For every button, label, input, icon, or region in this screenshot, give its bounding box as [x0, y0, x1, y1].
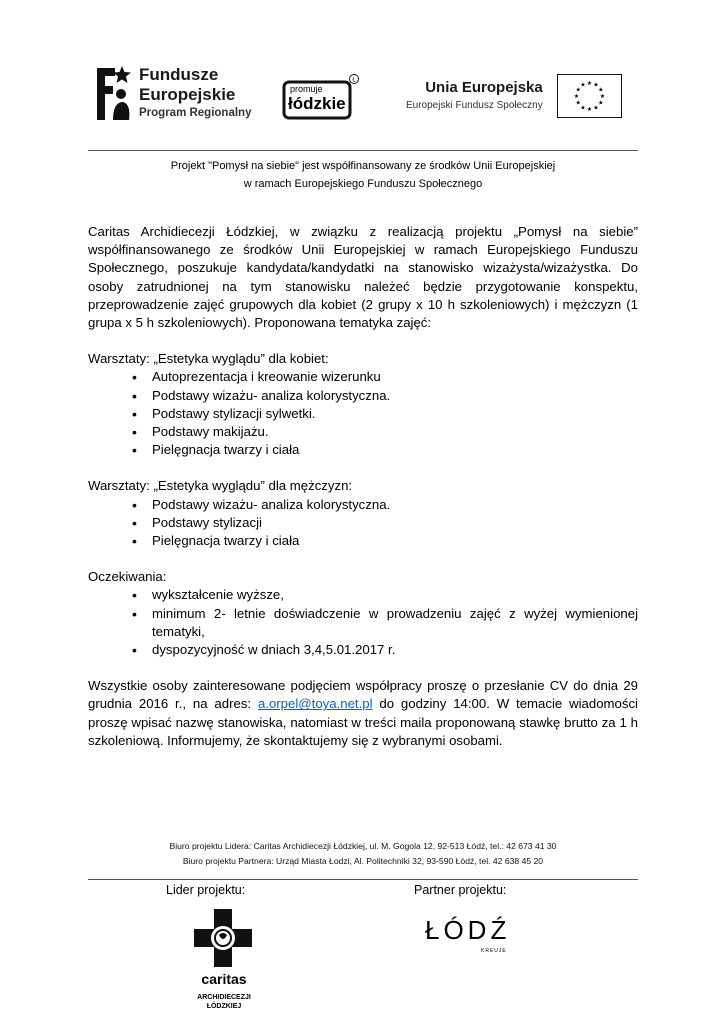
closing-paragraph: [88, 677, 638, 750]
cofinancing-line2: w ramach Europejskiego Funduszu Społecznego: [243, 178, 483, 190]
ue-line1: Unia Europejska: [425, 79, 543, 96]
ue-line2: Europejski Fundusz Społeczny: [406, 100, 543, 111]
caritas-subtitle: [186, 993, 262, 1011]
eu-star-icon: ★: [586, 107, 593, 113]
eu-star-icon: ★: [598, 100, 604, 107]
eu-star-icon: ★: [598, 87, 604, 94]
list-item: • Podstawy stylizacji sylwetki.: [88, 405, 638, 423]
fundusze-europejskie-text: [139, 66, 251, 120]
eu-star-icon: ★: [575, 87, 581, 94]
fundusze-europejskie-star-icon: [95, 64, 135, 124]
closing-text-part2: do godziny 14:00. W temacie wiadomości proszę wpisać nazwę stanowiska, natomiast w treści maila proponowaną stawkę brutto za 1 h szkoleniową. Informujemy, że skontaktujemy się z wybranymi osobami.: [88, 696, 638, 748]
svg-text:Ł: Ł: [352, 77, 356, 84]
workshop-women-heading: Warsztaty: „Estetyka wyglądu” dla kobiet:: [88, 351, 329, 367]
workshop-women-list: [88, 368, 638, 459]
fe-line2: Europejskie: [139, 85, 236, 104]
lodz-logo-text: ŁÓDŹ: [425, 915, 511, 945]
eu-star-icon: ★: [580, 82, 586, 89]
eu-star-icon: ★: [586, 81, 593, 87]
fe-line1: Fundusze: [139, 65, 219, 84]
lodzkie-main-text: łódzkie: [288, 94, 346, 113]
promuje-lodzkie-logo: [280, 74, 360, 118]
partner-office: Biuro projektu Partnera: Urząd Miasta Łodzi, Al. Politechniki 32, 93-590 Łódź, tel. 42 638 45 20: [182, 856, 544, 866]
closing-text-part1: Wszystkie osoby zainteresowane podjęciem współpracy proszę o przesłanie CV do dnia 29 grudnia 2016 r., na adres:: [88, 678, 638, 712]
list-item: • Podstawy wizażu- analiza kolorystyczna.: [88, 496, 638, 514]
list-item: • Podstawy wizażu- analiza kolorystyczna.: [88, 387, 638, 405]
expectations-list: [88, 586, 638, 659]
footer-divider: [88, 879, 638, 880]
workshop-men-list: [88, 496, 638, 551]
eu-flag-icon: [557, 74, 622, 118]
document-body: [88, 223, 638, 750]
list-item: • wykształcenie wyższe,: [88, 586, 638, 604]
lodz-logo: [425, 915, 511, 965]
eu-star-icon: ★: [593, 105, 599, 112]
eu-star-icon: ★: [599, 94, 606, 100]
caritas-line2: ŁÓDZKIEJ: [206, 1003, 242, 1010]
caritas-line1: ARCHIDIECEZJI: [197, 994, 251, 1001]
caritas-cross-icon: [192, 907, 254, 969]
list-item: • Podstawy makijażu.: [88, 423, 638, 441]
expectations-heading: Oczekiwania:: [88, 569, 167, 585]
eu-star-icon: ★: [575, 100, 581, 107]
eu-star-icon: ★: [593, 82, 599, 89]
caritas-name: caritas: [201, 971, 247, 987]
workshop-men-heading: Warsztaty: „Estetyka wyglądu” dla mężczyzn:: [88, 478, 353, 494]
eu-star-icon: ★: [580, 105, 586, 112]
cofinancing-note: [88, 157, 638, 193]
lodzkie-small-text: promuje: [290, 84, 323, 94]
list-item: • Podstawy stylizacji: [88, 514, 638, 532]
caritas-logo: [186, 905, 262, 1020]
partner-label: Partner projektu:: [414, 883, 507, 897]
cofinancing-line1: Projekt "Pomysł na siebie" jest współfinansowany ze środków Unii Europejskiej: [170, 160, 556, 172]
header-divider: [88, 150, 638, 151]
eu-star-icon: ★: [573, 94, 580, 100]
fe-line3: Program Regionalny: [139, 107, 252, 119]
leader-label: Lider projektu:: [166, 883, 246, 897]
lodz-logo-small: KREUJE: [481, 948, 507, 954]
footer-offices: [88, 839, 638, 869]
list-item: • dyspozycyjność w dniach 3,4,5.01.2017 r.: [88, 641, 638, 659]
list-item: • Pielęgnacja twarzy i ciała: [88, 532, 638, 550]
list-item: • minimum 2- letnie doświadczenie w prowadzeniu zajęć z wyżej wymienionej tematyki,: [88, 605, 638, 641]
intro-paragraph: Caritas Archidiecezji Łódzkiej, w związku z realizacją projektu „Pomysł na siebie” współfinansowanego ze środków Unii Europejskiej w ramach Europejskiego Funduszu Społecznego, poszukuje kandydata/kandydatki na stanowisko wizażysta/wizażystka. Do osoby zatrudnionej na tym stanowisku należeć będzie przygotowanie konspektu, przeprowadzenie zajęć grupowych dla kobiet (2 grupy x 10 h szkoleniowych) i mężczyzn (1 grupa x 5 h szkoleniowych). Proponowana tematyka zajęć:: [88, 224, 638, 331]
leader-office: Biuro projektu Lidera: Caritas Archidiecezji Łódzkiej, ul. M. Gogola 12, 92-513 Łódź, tel.: 42 673 41 30: [169, 841, 557, 851]
email-link[interactable]: a.orpel@toya.net.pl: [257, 696, 373, 712]
list-item: • Autoprezentacja i kreowanie wizerunku: [88, 368, 638, 386]
ue-logo-text: [406, 79, 543, 111]
list-item: • Pielęgnacja twarzy i ciała: [88, 441, 638, 459]
